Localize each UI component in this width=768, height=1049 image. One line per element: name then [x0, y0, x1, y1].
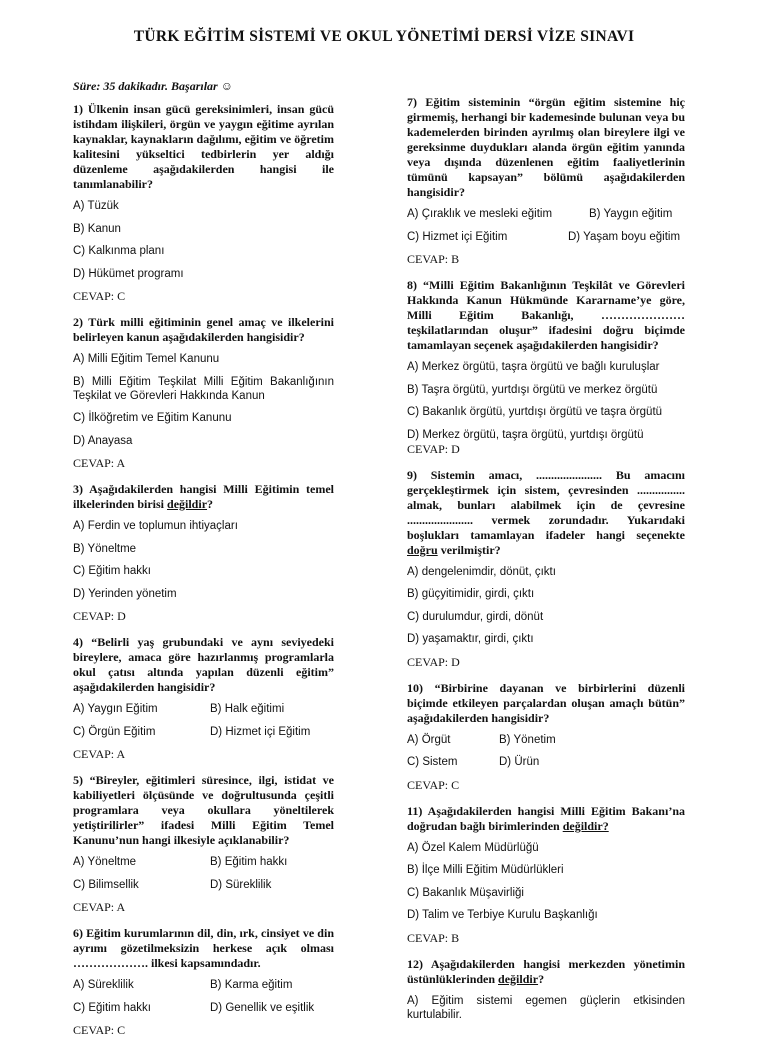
question-6-stem: 6) Eğitim kurumlarının dil, din, ırk, cinsiyet ve din ayrımı gözetilmeksizin herkese açık olması ………………. ilkesi kapsamındadır. — [73, 926, 334, 970]
question-10-options-row-1 — [407, 733, 685, 747]
question-3-option-c: C) Eğitim hakkı — [73, 565, 151, 577]
question-2-option-c: C) İlköğretim ve Eğitim Kanunu — [73, 412, 232, 424]
question-3 — [73, 482, 334, 623]
question-6-option-c: C) Eğitim hakkı — [73, 1001, 151, 1014]
right-column — [407, 95, 685, 1034]
question-11-stem — [407, 804, 685, 834]
question-11-option-d: D) Talim ve Terbiye Kurulu Başkanlığı — [407, 909, 598, 921]
question-5-option-a: A) Yöneltme — [73, 856, 137, 868]
question-9-stem-end: verilmiştir? — [437, 542, 501, 557]
question-3-option-a: A) Ferdin ve toplumun ihtiyaçları — [73, 520, 238, 532]
question-3-stem — [73, 482, 334, 512]
question-11-answer: CEVAP: B — [407, 930, 460, 945]
question-4-stem: 4) “Belirli yaş grubundaki ve aynı seviyedeki bireylere, amaca göre hazırlanmış programlarla okul çatısı altında yapılan düzenli eğitim” aşağıdakilerden hangisidir? — [73, 635, 334, 694]
question-3-stem-text: 3) Aşağıdakilerden hangisi Milli Eğitimin temel ilkelerinden birisi — [73, 482, 334, 511]
question-11-option-b: B) İlçe Milli Eğitim Müdürlükleri — [407, 864, 564, 876]
question-12-option-a: A) Eğitim sistemi egemen güçlerin etkisinden kurtulabilir. — [407, 994, 685, 1021]
question-3-stem-emphasis: değildir — [167, 497, 208, 511]
question-10-option-d: D) Ürün — [499, 756, 540, 768]
question-7-answer: CEVAP: B — [407, 252, 460, 266]
question-5-options-row-2 — [73, 878, 334, 892]
question-1 — [73, 102, 334, 303]
question-4 — [73, 635, 334, 761]
question-3-option-b: B) Yöneltme — [73, 542, 137, 555]
question-9-option-a: A) dengelenimdir, dönüt, çıktı — [407, 565, 556, 578]
question-10-stem: 10) “Birbirine dayanan ve birbirlerini düzenli biçimde etkileyen parçalardan oluşan amaçlı bütün” aşağıdakilerden hangisidir? — [407, 680, 685, 725]
question-2-option-a: A) Milli Eğitim Temel Kanunu — [73, 353, 220, 365]
question-2-answer: CEVAP: A — [73, 456, 126, 470]
question-11-stem-emphasis: değildir? — [562, 818, 609, 833]
question-4-answer: CEVAP: A — [73, 747, 126, 761]
question-10-option-a: A) Örgüt — [407, 733, 451, 746]
question-2-option-b: B) Milli Eğitim Teşkilat Milli Eğitim Bakanlığının Teşkilat ve Görevleri Hakkında Kanun — [73, 375, 334, 402]
question-11 — [407, 804, 685, 945]
question-12-stem-emphasis: değildir — [498, 971, 539, 986]
question-1-answer: CEVAP: C — [73, 289, 126, 303]
question-6-options-row-1 — [73, 978, 334, 992]
question-6-option-b: B) Karma eğitim — [210, 979, 293, 991]
question-10-options-row-2 — [407, 755, 685, 769]
question-12 — [407, 957, 685, 1022]
question-9-stem — [407, 468, 685, 558]
question-7-option-b: B) Yaygın eğitim — [589, 208, 673, 220]
question-8-option-b: B) Taşra örgütü, yurtdışı örgütü ve merkez örgütü — [407, 383, 658, 396]
question-1-option-c: C) Kalkınma planı — [73, 245, 165, 257]
question-7-option-d: D) Yaşam boyu eğitim — [568, 230, 681, 243]
question-3-stem-end: ? — [207, 497, 214, 511]
question-6-options-row-2 — [73, 1001, 334, 1015]
question-9-stem-emphasis: doğru — [407, 542, 438, 557]
question-4-option-a: A) Yaygın Eğitim — [73, 703, 158, 715]
question-5-option-b: B) Eğitim hakkı — [210, 856, 288, 868]
exam-title: TÜRK EĞİTİM SİSTEMİ VE OKUL YÖNETİMİ DERSİ VİZE SINAVI — [133, 28, 635, 45]
question-4-options-row-2 — [73, 725, 334, 739]
question-9-stem-text: 9) Sistemin amacı, ...................... Bu amacını gerçekleştirmek için sistem, çevresinden ................ almak, bunları alabilmek için de çevresine ...................... vermek zorundadır. Yukarıdaki boşlukları tamamlayan ifadeler hangi seçenekte — [407, 467, 685, 542]
question-10-option-b: B) Yönetim — [499, 733, 556, 746]
question-1-option-d: D) Hükümet programı — [73, 267, 184, 280]
question-4-option-b: B) Halk eğitimi — [210, 703, 285, 715]
question-12-stem — [407, 957, 685, 987]
left-column — [73, 79, 334, 1049]
question-8-option-a: A) Merkez örgütü, taşra örgütü ve bağlı kuruluşlar — [407, 361, 660, 373]
question-3-option-d: D) Yerinden yönetim — [73, 587, 177, 600]
question-5-stem: 5) “Bireyler, eğitimleri süresince, ilgi, istidat ve kabiliyetleri ölçüsünde ve doğrultusunda çeşitli programlara veya okullara yöneltilerek yetiştirilirler” ifadesi Milli Eğitim Temel Kanunu’nun hangi ilkesiyle açıklanabilir? — [73, 773, 334, 847]
question-4-option-d: D) Hizmet içi Eğitim — [210, 725, 311, 738]
question-8-stem: 8) “Milli Eğitim Bakanlığının Teşkilât ve Görevleri Hakkında Kanun Hükmünde Kararname’ye göre, Milli Eğitim Bakanlığı, ………………… teşkilatlarından oluşur” ifadesini doğru biçimde tamamlayan seçenek aşağıdakilerden hangisidir? — [407, 278, 685, 352]
question-6-option-a: A) Süreklilik — [73, 979, 134, 991]
question-1-option-a: A) Tüzük — [73, 200, 119, 212]
question-6 — [73, 926, 334, 1037]
question-10-answer: CEVAP: C — [407, 777, 460, 792]
question-1-option-b: B) Kanun — [73, 222, 121, 235]
question-6-option-d: D) Genellik ve eşitlik — [210, 1001, 315, 1014]
question-8-option-c: C) Bakanlık örgütü, yurtdışı örgütü ve taşra örgütü — [407, 406, 663, 418]
question-7-option-c: C) Hizmet içi Eğitim — [407, 230, 508, 243]
question-3-answer: CEVAP: D — [73, 609, 126, 623]
question-11-option-c: C) Bakanlık Müşavirliği — [407, 886, 524, 899]
question-9-option-b: B) güçyitimidir, girdi, çıktı — [407, 588, 535, 600]
question-12-stem-end: ? — [538, 971, 545, 986]
question-5-options-row-1 — [73, 855, 334, 869]
question-12-stem-text: 12) Aşağıdakilerden hangisi merkezden yönetimin üstünlüklerinden — [407, 956, 685, 986]
question-10-option-c: C) Sistem — [407, 756, 458, 768]
question-5-option-d: D) Süreklilik — [210, 878, 272, 891]
question-11-stem-text: 11) Aşağıdakilerden hangisi Milli Eğitim Bakanı’na doğrudan bağlı birimlerinden — [407, 803, 685, 833]
question-2 — [73, 315, 334, 470]
question-9 — [407, 468, 685, 669]
question-8-answer: CEVAP: D — [407, 441, 460, 456]
question-6-answer: CEVAP: C — [73, 1023, 126, 1037]
question-9-option-c: C) durulumdur, girdi, dönüt — [407, 610, 544, 623]
question-4-options-row-1 — [73, 702, 334, 716]
question-2-option-d: D) Anayasa — [73, 434, 133, 447]
question-8-option-d: D) Merkez örgütü, taşra örgütü, yurtdışı örgütü — [407, 428, 644, 441]
question-7-options-row-1 — [407, 207, 685, 221]
question-1-stem: 1) Ülkenin insan gücü gereksinimleri, insan gücü istihdam ilişkileri, örgün ve yaygın eğitime ayrılan kaynaklar, kaynakların dağılımı, eğitim ve öğretim kalitesini yükseltici tedbirlerin yer aldığı düzenleme aşağıdakilerden hangisi ile tanımlanabilir? — [73, 102, 334, 191]
question-2-stem: 2) Türk milli eğitiminin genel amaç ve ilkelerini belirleyen kanun aşağıdakilerden hangisidir? — [73, 315, 334, 344]
question-10 — [407, 681, 685, 792]
question-5-answer: CEVAP: A — [73, 900, 126, 914]
question-7-stem: 7) Eğitim sisteminin “örgün eğitim sistemine hiç girmemiş, herhangi bir kademesinde bulunan veya bu kademelerden birinden ayrılmış olan bireylere ilgi ve gereksinme duydukları alanda örgün eğitim yanında veya dışında düzenlenen eğitim faaliyetlerinin tümünü kapsayan” bölümü aşağıdakilerden hangisidir? — [407, 95, 685, 199]
question-9-option-d: D) yaşamaktır, girdi, çıktı — [407, 633, 534, 645]
question-11-option-a: A) Özel Kalem Müdürlüğü — [407, 841, 539, 854]
question-5 — [73, 773, 334, 914]
question-9-answer: CEVAP: D — [407, 654, 460, 669]
question-7-option-a: A) Çıraklık ve mesleki eğitim — [407, 208, 553, 220]
question-8 — [407, 278, 685, 456]
question-7-options-row-2 — [407, 230, 685, 244]
question-7 — [407, 95, 685, 266]
exam-duration-note: Süre: 35 dakikadır. Başarılar ☺ — [73, 79, 233, 93]
question-4-option-c: C) Örgün Eğitim — [73, 725, 156, 738]
question-5-option-c: C) Bilimsellik — [73, 878, 139, 891]
